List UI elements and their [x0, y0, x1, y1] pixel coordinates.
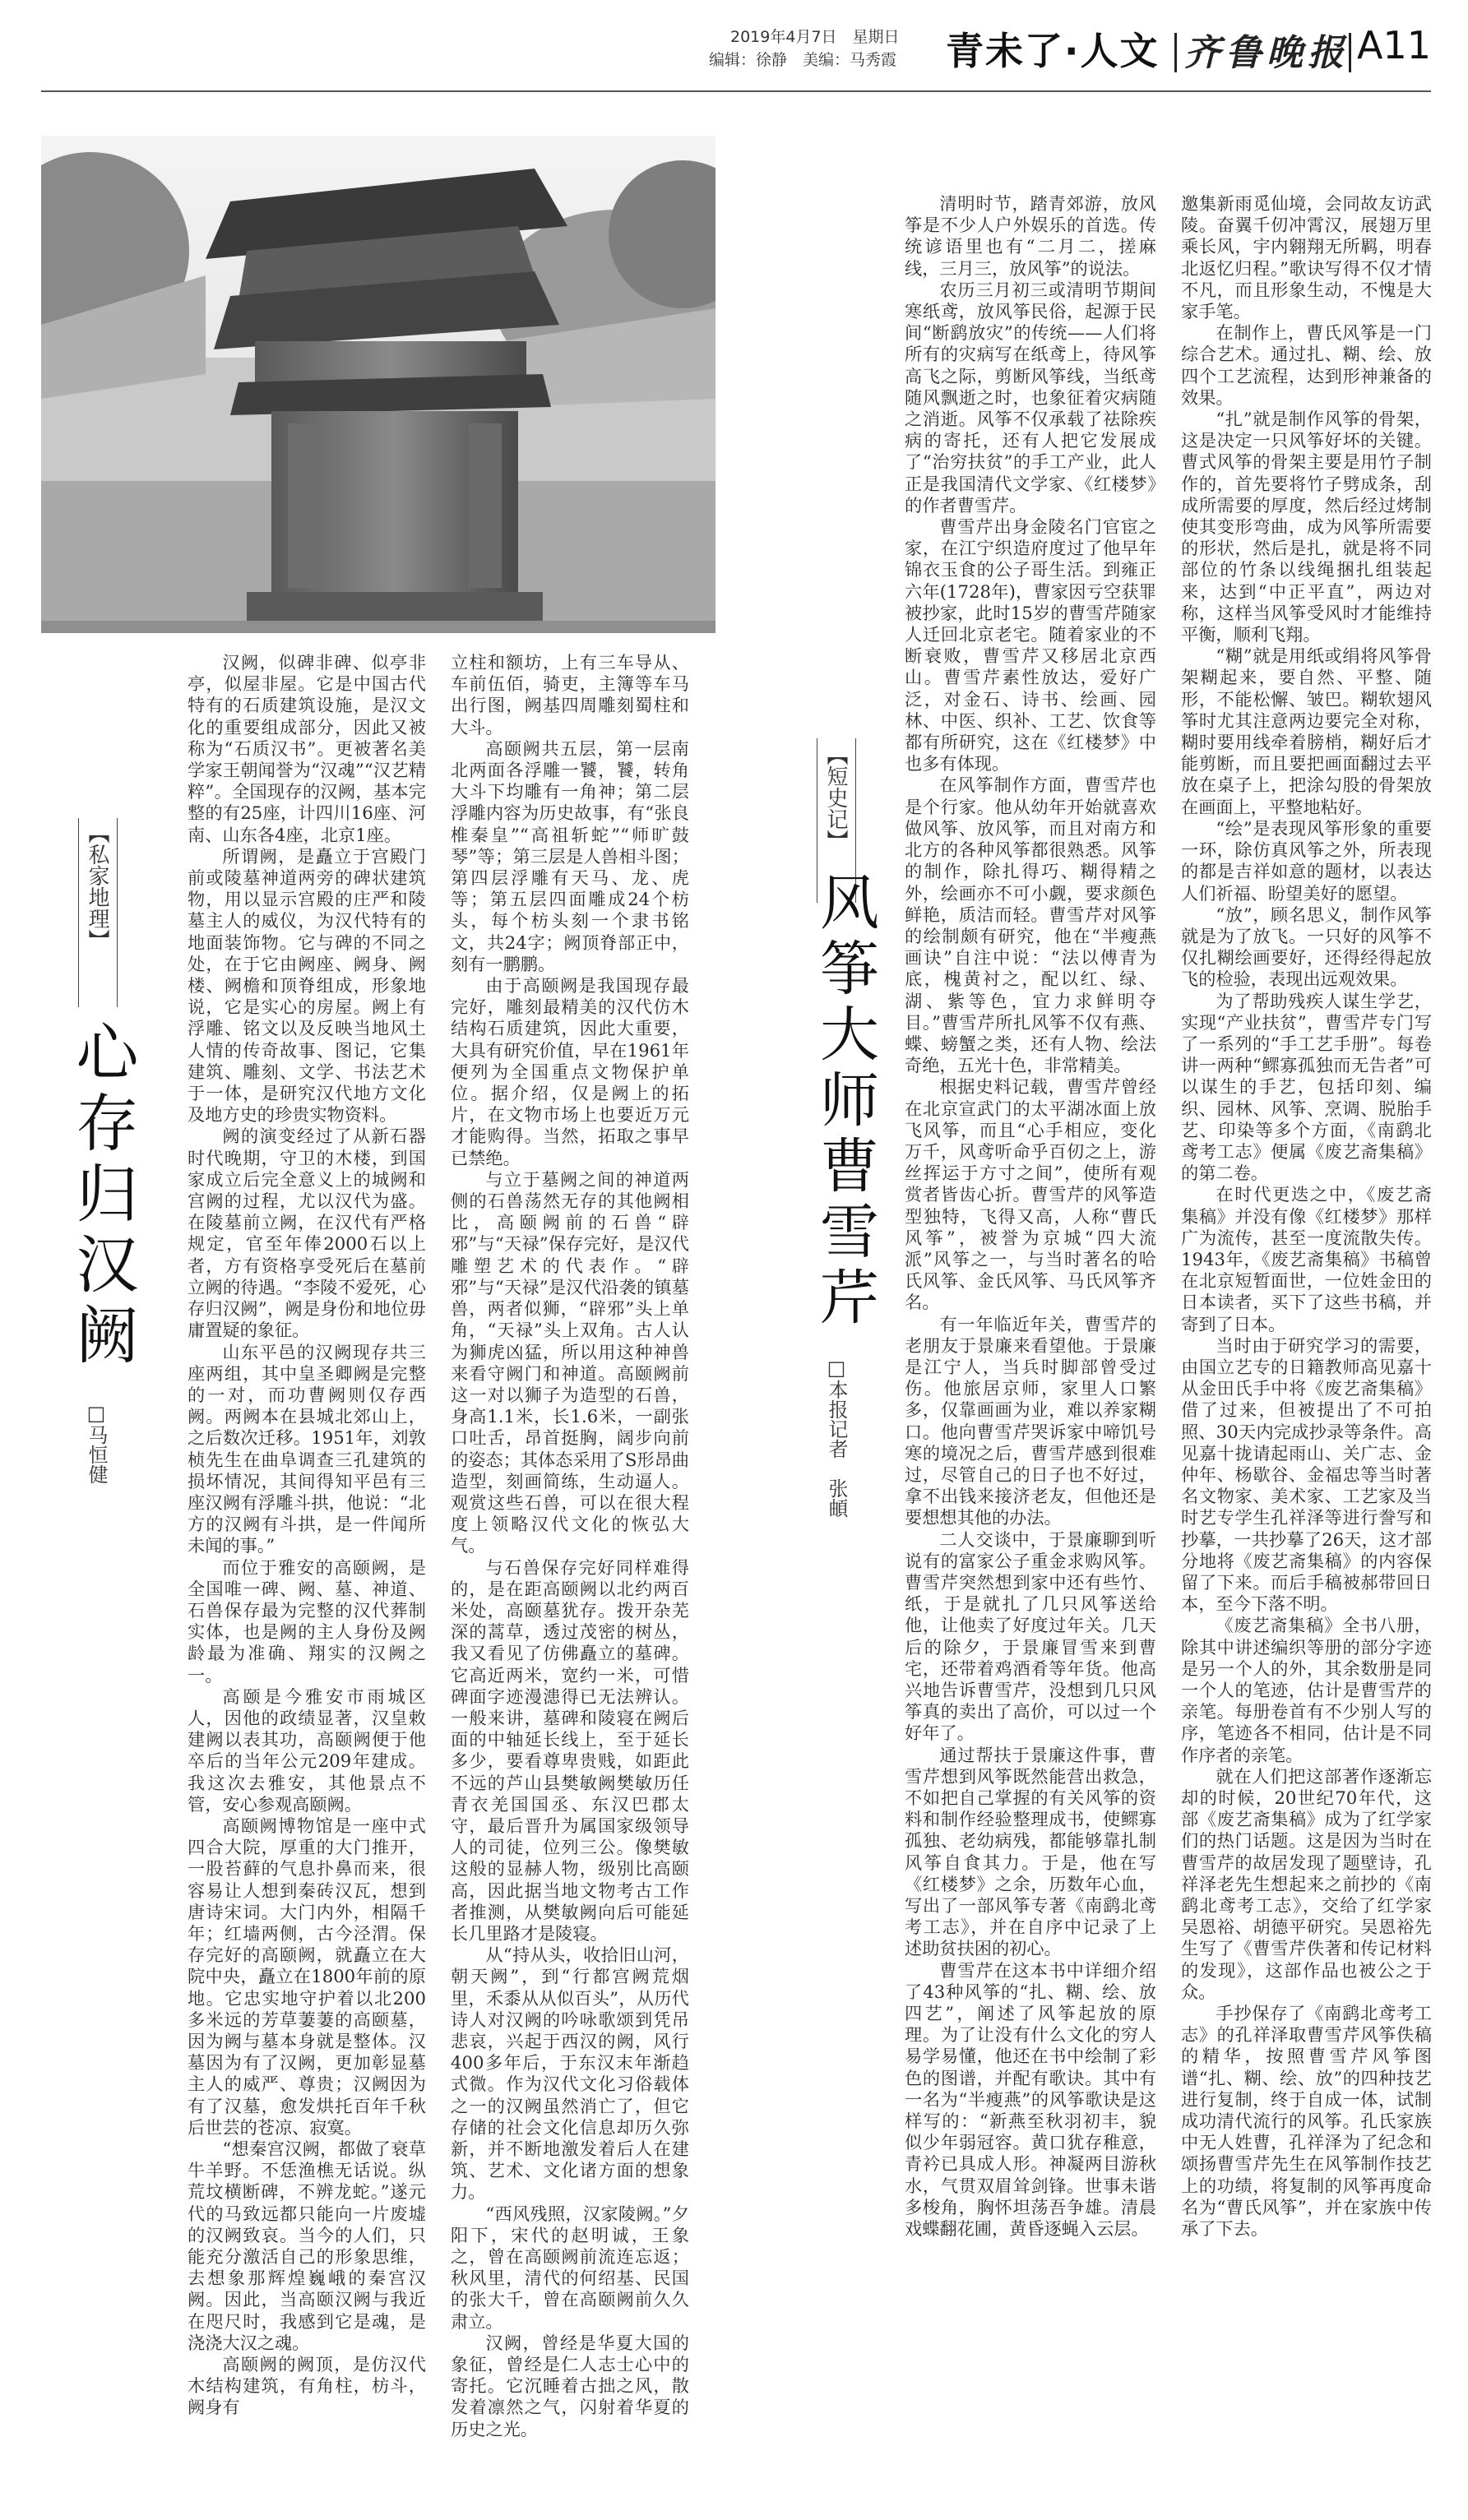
header-divider	[1174, 33, 1177, 72]
paragraph: 高颐阙的阙顶，是仿汉代木结构建筑，有角柱，枋斗，阙身有	[188, 2354, 426, 2418]
article-title: 风筝大师曹雪芹	[810, 872, 879, 1332]
newspaper-logo: 齐鲁晚报	[1184, 32, 1349, 74]
editor-credits: 编辑：徐静 美编：马秀霞	[709, 51, 897, 69]
article-column	[1181, 193, 1432, 2240]
paragraph: 由于高颐阙是我国现存最完好，雕刻最精美的汉代仿木结构石质建筑，因此大重要，大具有研究价值，早在1961年便列为全国重点文物保护单位。据介绍，仅是阙上的拓片，在文物市场上也要近万元才能购得。当然，拓取之事早已禁绝。	[451, 975, 689, 1168]
paragraph: 就在人们把这部著作逐渐忘却的时候，20世纪70年代，这部《废艺斋集稿》成为了红学家们的热门话题。这是因为当时在曹雪芹的故居发现了题壁诗，孔祥泽老先生想起来之前抄的《南鹞北鸢考工志》，交给了红学家吴恩裕、胡德平研究。吴恩裕先生写了《曹雪芹佚著和传记材料的发现》，这部作品也被公之于众。	[1181, 1765, 1432, 2002]
paragraph: “想秦宫汉阙，都做了衰草牛羊野。不恁渔樵无话说。纵荒坟横断碑，不辨龙蛇。”遂元代的马致远都只能向一片废墟的汉阙致哀。当今的人们，只能充分激活自己的形象思维，去想象那辉煌巍峨的秦宫汉阙。因此，当高颐汉阙与我近在咫尺时，我感到它是魂，是浇浇大汉之魂。	[188, 2139, 426, 2353]
han-que-photo	[41, 136, 715, 633]
paragraph: 《废艺斋集稿》全书八册，除其中讲述编织等册的部分字迹是另一个人的外，其余数册是同一个人的笔迹，估计是曹雪芹的亲笔。每册卷首有不少别人写的序，笔迹各不相同，估计是不同作序者的亲笔。	[1181, 1615, 1432, 1765]
article-byline: □本报记者 张頔	[825, 1357, 848, 1518]
column-tag: 【短史记】	[823, 744, 848, 851]
paragraph: “绘”是表现风筝形象的重要一环，除仿真风筝之外，所表现的都是吉祥如意的题材，以表达人们祈福、盼望美好的愿望。	[1181, 817, 1432, 904]
header-divider	[1349, 33, 1351, 72]
paragraph: 在时代更迭之中，《废艺斋集稿》并没有像《红楼梦》那样广为流传，甚至一度流散失传。1943年，《废艺斋集稿》书稿曾在北京短暂面世，一位姓金田的日本读者，买下了这些书稿，并寄到了日本。	[1181, 1184, 1432, 1334]
paragraph: 在风筝制作方面，曹雪芹也是个行家。他从幼年开始就喜欢做风筝、放风筝，而且对南方和北方的各种风筝都很熟悉。风筝的制作，除扎得巧、糊得精之外，绘画亦不可小觑，要求颜色鲜艳，质洁而轻。曹雪芹对风筝的绘制颇有研究，他在“半瘦燕画诀”自注中说：“法以傅青为底，槐黄衬之，配以红、绿、湖、紫等色，宜力求鲜明夺目。”曹雪芹所扎风筝不仅有燕、蝶、螃蟹之类，还有人物、绘法奇绝，五光十色，非常精美。	[905, 774, 1156, 1076]
paragraph: “扎”就是制作风筝的骨架，这是决定一只风筝好坏的关键。曹式风筝的骨架主要是用竹子制作的，首先要将竹子劈成条，刮成所需要的厚度，然后经过烤制使其变形弯曲，成为风筝所需要的形状，然后是扎，就是将不同部位的竹条以线绳捆扎组装起来，达到“中正平直”，两边对称，这样当风筝受风时才能维持平衡，顺利飞翔。	[1181, 409, 1432, 645]
article-column	[188, 652, 426, 2419]
article-column	[905, 193, 1156, 2240]
paragraph: 高颐阙共五层，第一层南北两面各浮雕一饕，饕，转角大斗下均雕有一角神；第二层浮雕内容为历史故事，有“张良椎秦皇”“高祖斩蛇”“师旷鼓琴”等；第三层是人兽相斗图；第四层浮雕有天马、龙、虎等；第五层四面雕成24个枋头，每个枋头刻一个隶书铭文，共24字；阙顶脊部正中，刻有一鹏鹏。	[451, 738, 689, 974]
paragraph: 与石兽保存完好同样难得的，是在距高颐阙以北约两百米处，高颐墓犹存。拨开杂芜深的蒿草，透过茂密的树丛，我又看见了仿佛矗立的墓碑。它高近两米，宽约一米，可惜碑面字迹漫漶得已无法辨认。一般来讲，墓碑和陵寝在阙后面的中轴延长线上，至于延长多少，要看尊卑贵贱，如距此不远的芦山县樊敏阙樊敏历任青衣羌国国丞、东汉巴郡太守，最后晋升为属国家级领导人的司徒，位列三公。像樊敏这般的显赫人物，级别比高颐高，因此据当地文物考古工作者推测，从樊敏阙向后可能延长几里路才是陵寝。	[451, 1556, 689, 1944]
paragraph: 从“持从头，收拾旧山河，朝天阙”，到“行都宫阙荒烟里，禾黍从从似百头”，从历代诗人对汉阙的吟咏歌颂到凭吊悲哀，兴起于西汉的阙，风行400多年后，于东汉末年渐趋式微。作为汉代文化习俗载体之一的汉阙虽然消亡了，但它存储的社会文化信息却历久弥新，并不断地激发着后人在建筑、艺术、文化诸方面的想象力。	[451, 1944, 689, 2203]
paragraph: 曹雪芹出身金陵名门官宦之家，在江宁织造府度过了他早年锦衣玉食的公子哥生活。到雍正六年(1728年)，曹家因亏空获罪被抄家，此时15岁的曹雪芹随家人迁回北京老宅。随着家业的不断衰败，曹雪芹又移居北京西山。曹雪芹素性放达，爱好广泛，对金石、诗书、绘画、园林、中医、织补、工艺、饮食等都有所研究，这在《红楼梦》中也多有体现。	[905, 516, 1156, 774]
han-que-illustration	[41, 136, 715, 633]
column-tag: 【私家地理】	[85, 822, 109, 950]
paragraph: 当时由于研究学习的需要，由国立艺专的日籍教师高见嘉十从金田氏手中将《废艺斋集稿》借了过来，但被提出了不可拍照、30天内完成抄录等条件。高见嘉十拢请起雨山、关广志、金仲年、杨歇谷、金福忠等当时著名文物家、美术家、工艺家及当时艺专学生孔祥泽等进行誊写和抄摹，一共抄摹了26天，这才部分地将《废艺斋集稿》的内容保留了下来。而后手稿被郝带回日本，至今下落不明。	[1181, 1334, 1432, 1615]
article-byline: □马恒健	[85, 1402, 108, 1484]
paragraph: 阙的演变经过了从新石器时代晚期，守卫的木楼，到国家成立后完全意义上的城阙和宫阙的过程，尤以汉代为盛。在陵墓前立阙，在汉代有严格规定，官至年俸2000石以上者，方有资格享受死后在墓前立阙的待遇。“李陵不爱死，心存归汉阙”，阙是身份和地位毋庸置疑的象征。	[188, 1126, 426, 1341]
paragraph: 与立于墓阙之间的神道两侧的石兽荡然无存的其他阙相比，高颐阙前的石兽“辟邪”与“天禄”保存完好，是汉代雕塑艺术的代表作。“辟邪”与“天禄”是汉代沿袭的镇墓兽，两者似狮，“辟邪”头上单角，“天禄”头上双角。古人认为狮虎凶猛，所以用这种神兽来看守阙门和神道。高颐阙前这一对以狮子为造型的石兽，身高1.1米，长1.6米，一副张口吐舌，昂首挺胸，阔步向前的姿态；其体态采用了S形昂曲造型，刻画简练，生动逼人。观赏这些石兽，可以在很大程度上领略汉代文化的恢弘大气。	[451, 1168, 689, 1556]
paragraph: 山东平邑的汉阙现存共三座两组，其中皇圣卿阙是完整的一对，而功曹阙则仅存西阙。两阙本在县城北郊山上，之后数次迁移。1951年，刘敦桢先生在曲阜调查三孔建筑的损坏情况，其间得知平邑有三座汉阙有浮雕斗拱，他说：“北方的汉阙有斗拱，是一件闻所未闻的事。”	[188, 1341, 426, 1556]
paragraph: 在制作上，曹氏风筝是一门综合艺术。通过扎、糊、绘、放四个工艺流程，达到形神兼备的效果。	[1181, 322, 1432, 408]
header-rule	[41, 90, 1431, 92]
article-title: 心存归汉阙	[66, 1020, 139, 1373]
paragraph: “放”，顾名思义，制作风筝就是为了放飞。一只好的风筝不仅扎糊绘画要好，还得经得起放飞的检验，表现出远观效果。	[1181, 904, 1432, 990]
paragraph: 曹雪芹在这本书中详细介绍了43种风筝的“扎、糊、绘、放四艺”，阐述了风筝起放的原理。为了让没有什么文化的穷人易学易懂，他还在书中绘制了彩色的图谱，并配有歌诀。其中有一名为“半瘦燕”的风筝歌诀是这样写的：“新燕至秋羽初丰，貌似少年弱冠容。黄口犹存稚意，青衿已具成人形。神凝两目游秋水，气贯双眉耸剑锋。世事未谐多梭角，胸怀坦荡吾争雄。清晨戏蝶翻花圃，黄昏逐蝇入云层。	[905, 1959, 1156, 2240]
paragraph: “西风残照，汉家陵阙。”夕阳下，宋代的赵明诚，王象之，曾在高颐阙前流连忘返；秋风里，清代的何绍基、民国的张大千，曾在高颐阙前久久肃立。	[451, 2203, 689, 2332]
paragraph: 有一年临近年关，曹雪芹的老朋友于景廉来看望他。于景廉是江宁人，当兵时脚部曾受过伤。他旅居京师，家里人口繁多，仅靠画画为业，难以养家糊口。他向曹雪芹哭诉家中啼饥号寒的境况之后，曹雪芹感到很难过，尽管自己的日子也不好过，拿不出钱来接济老友，但他还是要想想其他的办法。	[905, 1313, 1156, 1528]
paragraph: 高颐阙博物馆是一座中式四合大院，厚重的大门推开，一股苔藓的气息扑鼻而来，很容易让人想到秦砖汉瓦，想到唐诗宋词。大门内外，相隔千年；红墙两侧，古今泾渭。保存完好的高颐阙，就矗立在大院中央，矗立在1800年前的原地。它忠实地守护着以北200多米远的芳草萋萋的高颐墓，因为阙与墓本身就是整体。汉墓因为有了汉阙，更加彰显墓主人的威严、尊贵；汉阙因为有了汉墓，愈发烘托百年千秋后世芸的苍凉、寂寞。	[188, 1815, 426, 2138]
paragraph: 二人交谈中，于景廉聊到听说有的富家公子重金求购风筝。曹雪芹突然想到家中还有些竹、纸，于是就扎了几只风筝送给他，让他卖了好度过年关。几天后的除夕，于景廉冒雪来到曹宅，还带着鸡酒肴等年货。他高兴地告诉曹雪芹，没想到几只风筝真的卖出了高价，可以过一个好年了。	[905, 1528, 1156, 1744]
paragraph: 清明时节，踏青郊游，放风筝是不少人户外娱乐的首选。传统谚语里也有“二月二，搓麻线，三月三，放风筝”的说法。	[905, 193, 1156, 279]
page-number: A11	[1357, 23, 1432, 67]
paragraph: 通过帮扶于景廉这件事，曹雪芹想到风筝既然能营出救急，不如把自己掌握的有关风筝的资料和制作经验整理成书，使鳏寡孤独、老幼病残，都能够靠扎制风筝自食其力。于是，他在写《红楼梦》之余，历数年心血，写出了一部风筝专著《南鹞北鸢考工志》，并在自序中记录了上述助贫扶困的初心。	[905, 1744, 1156, 1959]
paragraph: 高颐是今雅安市雨城区人，因他的政绩显著，汉皇敕建阙以表其功，高颐阙便于他卒后的当年公元209年建成。我这次去雅安，其他景点不管，安心参观高颐阙。	[188, 1685, 426, 1815]
paragraph: 为了帮助残疾人谋生学艺，实现“产业扶贫”，曹雪芹专门写了一系列的“手工艺手册”。每卷讲一两种“鳏寡孤独而无告者”可以谋生的手艺，包括印刻、编织、园林、风筝、烹调、脱胎手艺、印染等多个方面，《南鹞北鸢考工志》便属《废艺斋集稿》的第二卷。	[1181, 990, 1432, 1184]
paragraph: 邀集新雨觅仙境，会同故友访武陵。奋翼千仞冲霄汉，展翅万里乘长风，宇内翱翔无所羁，明春北返忆归程。”歌诀写得不仅才情不凡，而且形象生动，不愧是大家手笔。	[1181, 193, 1432, 322]
paragraph: 所谓阙，是矗立于宫殿门前或陵墓神道两旁的碑状建筑物，用以显示宫殿的庄严和陵墓主人的威仪，为汉代特有的地面装饰物。它与碑的不同之处，在于它由阙座、阙身、阙楼、阙檐和顶脊组成，形象地说，它是实心的房屋。阙上有浮雕、铭文以及反映当地风土人情的传奇故事、图记，它集建筑、雕刻、文学、书法艺术于一体，是研究汉代地方文化及地方史的珍贵实物资料。	[188, 845, 426, 1126]
section-title: 青未了·人文	[946, 29, 1160, 73]
paragraph: 立柱和额坊，上有三车导从、车前伍佰，骑吏，主簿等车马出行图，阙基四周雕刻蜀柱和大斗。	[451, 652, 689, 738]
paragraph: 根据史料记载，曹雪芹曾经在北京宣武门的太平湖冰面上放飞风筝，而且“心手相应，变化万千，风鸢听命乎百仞之上，游丝挥运于方寸之间”，使所有观赏者皆齿心折。曹雪芹的风筝造型独特，飞得又高，人称“曹氏风筝”，被誉为京城“四大流派”风筝之一，与当时著名的哈氏风筝、金氏风筝、马氏风筝齐名。	[905, 1076, 1156, 1313]
paragraph: 农历三月初三或清明节期间寒纸鸢，放风筝民俗，起源于民间“断鹞放灾”的传统——人们将所有的灾病写在纸鸢上，待风筝高飞之际，剪断风筝线，当纸鸢随风飘逝之时，也象征着灾病随之消逝。风筝不仅承载了祛除疾病的寄托，还有人把它发展成了“治穷扶贫”的手工产业，此人正是我国清代文学家、《红楼梦》的作者曹雪芹。	[905, 279, 1156, 516]
article-column	[451, 652, 689, 2440]
paragraph: 汉阙，曾经是华夏大国的象征，曾经是仁人志士心中的寄托。它沉睡着古拙之风，散发着凛然之气，闪射着华夏的历史之光。	[451, 2332, 689, 2439]
paragraph: 汉阙，似碑非碑、似亭非亭，似屋非屋。它是中国古代特有的石质建筑设施，是汉文化的重要组成部分，因此又被称为“石质汉书”。更被著名美学家王朝闻誉为“汉魂”“汉艺精粹”。全国现存的汉阙，基本完整的有25座，计四川16座、河南、山东各4座，北京1座。	[188, 652, 426, 845]
paragraph: 而位于雅安的高颐阙，是全国唯一碑、阙、墓、神道、石兽保存最为完整的汉代葬制实体，也是阙的主人身份及阙龄最为准确、翔实的汉阙之一。	[188, 1556, 426, 1685]
paragraph: 手抄保存了《南鹞北鸢考工志》的孔祥泽取曹雪芹风筝佚稿的精华，按照曹雪芹风筝图谱“扎、糊、绘、放”的四种技艺进行复制，终于自成一体，试制成功清代流行的风筝。孔氏家族中无人姓曹，孔祥泽为了纪念和颂扬曹雪芹先生在风筝制作技艺上的功绩，将复制的风筝再度命名为“曹氏风筝”，并在家族中传承了下去。	[1181, 2003, 1432, 2240]
paragraph: “糊”就是用纸或绢将风筝骨架糊起来，要自然、平整、随形，不能松懈、皱巴。糊软翅风筝时尤其注意两边要完全对称，糊时要用线牵着膀梢，糊好后才能剪断，而且要把画面翻过去平放在桌子上，把涂勾股的骨架放在画面上，平整地粘好。	[1181, 645, 1432, 817]
issue-date: 2019年4月7日 星期日	[730, 28, 900, 46]
